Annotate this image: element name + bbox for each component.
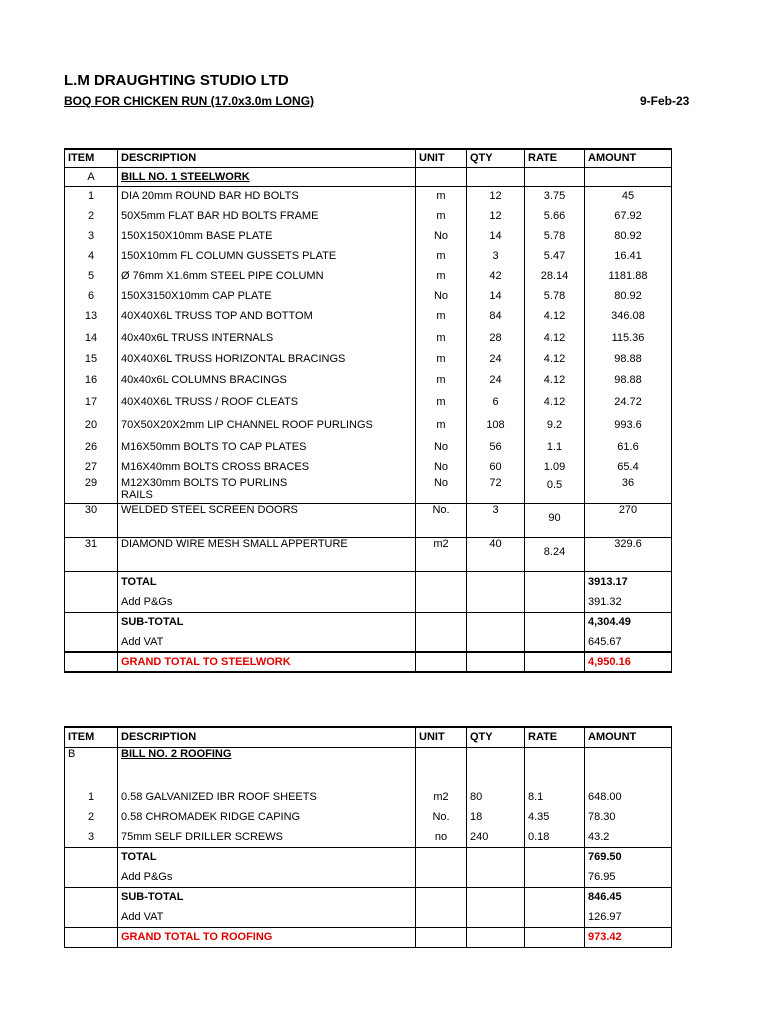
unit-cell: m xyxy=(416,306,467,326)
qty-cell: 56 xyxy=(467,437,525,457)
bill-title: BILL NO. 1 STEELWORK xyxy=(118,167,416,186)
pgs-label: Add P&Gs xyxy=(118,867,416,887)
description-text-line2: RAILS xyxy=(121,489,153,501)
item-cell: 14 xyxy=(65,326,118,350)
header-description: DESCRIPTION xyxy=(118,149,416,167)
total-row xyxy=(65,847,672,867)
rate-cell: 28.14 xyxy=(525,266,585,286)
steelwork-table xyxy=(64,148,672,673)
table-row xyxy=(65,186,672,206)
item-cell: 13 xyxy=(65,306,118,326)
grand-total-row xyxy=(65,927,672,947)
item-cell: 29 xyxy=(65,477,118,503)
amount-cell: 65.4 xyxy=(585,457,672,477)
qty-cell: 240 xyxy=(467,827,525,847)
amount-cell: 270 xyxy=(585,503,672,537)
amount-cell: 24.72 xyxy=(585,392,672,412)
table-row xyxy=(65,827,672,847)
rate-cell: 3.75 xyxy=(525,186,585,206)
bill-title-row xyxy=(65,167,672,186)
vat-value: 645.67 xyxy=(585,632,672,652)
table-row xyxy=(65,477,672,503)
table-row xyxy=(65,807,672,827)
pgs-label: Add P&Gs xyxy=(118,592,416,612)
item-cell: 15 xyxy=(65,350,118,367)
item-cell: 4 xyxy=(65,246,118,266)
table-row xyxy=(65,266,672,286)
item-cell: 16 xyxy=(65,367,118,392)
table-row xyxy=(65,350,672,367)
roofing-table xyxy=(64,726,672,948)
vat-label: Add VAT xyxy=(118,907,416,927)
unit-cell: m xyxy=(416,326,467,350)
unit-cell: m xyxy=(416,186,467,206)
item-cell: 6 xyxy=(65,286,118,306)
description-text: 50X5mm FLAT BAR HD BOLTS FRAME xyxy=(121,210,319,222)
rate-cell: 90 xyxy=(525,503,585,537)
amount-cell: 67.92 xyxy=(585,206,672,226)
table-row xyxy=(65,306,672,326)
rate-cell: 5.78 xyxy=(525,286,585,306)
table-row xyxy=(65,503,672,537)
total-row xyxy=(65,571,672,592)
qty-cell: 72 xyxy=(467,477,525,503)
unit-cell: No xyxy=(416,457,467,477)
subtotal-value: 4,304.49 xyxy=(585,612,672,632)
rate-cell: 4.12 xyxy=(525,326,585,350)
description-cell: 0.58 GALVANIZED IBR ROOF SHEETS xyxy=(118,787,416,807)
rate-cell: 4.12 xyxy=(525,306,585,326)
header-item: ITEM xyxy=(65,727,118,747)
amount-cell: 61.6 xyxy=(585,437,672,457)
rate-cell: 1.09 xyxy=(525,457,585,477)
description-cell: 0.58 CHROMADEK RIDGE CAPING xyxy=(118,807,416,827)
subtotal-value: 846.45 xyxy=(585,887,672,907)
bill-title-row xyxy=(65,747,672,787)
item-cell: 1 xyxy=(65,186,118,206)
amount-cell: 45 xyxy=(585,186,672,206)
item-cell: 5 xyxy=(65,266,118,286)
bill-code: A xyxy=(65,167,118,186)
unit-cell: m xyxy=(416,350,467,367)
table-row xyxy=(65,286,672,306)
bill-title: BILL NO. 2 ROOFING xyxy=(118,747,416,787)
total-label: TOTAL xyxy=(118,571,416,592)
pgs-value: 76.95 xyxy=(585,867,672,887)
unit-cell: m xyxy=(416,266,467,286)
rate-cell: 8.1 xyxy=(525,787,585,807)
table-row xyxy=(65,457,672,477)
vat-row xyxy=(65,632,672,652)
table-row xyxy=(65,537,672,571)
qty-cell: 3 xyxy=(467,246,525,266)
description-text: DIAMOND WIRE MESH SMALL APPERTURE xyxy=(121,537,348,550)
amount-cell: 80.92 xyxy=(585,226,672,246)
qty-cell: 3 xyxy=(467,503,525,537)
amount-cell: 98.88 xyxy=(585,350,672,367)
item-cell: 3 xyxy=(65,827,118,847)
amount-cell: 98.88 xyxy=(585,367,672,392)
pgs-row xyxy=(65,867,672,887)
qty-cell: 12 xyxy=(467,206,525,226)
total-value: 769.50 xyxy=(585,847,672,867)
description-text: Ø 76mm X1.6mm STEEL PIPE COLUMN xyxy=(121,270,324,282)
qty-cell: 24 xyxy=(467,367,525,392)
description-text: 40x40x6L TRUSS INTERNALS xyxy=(121,332,274,344)
vat-label: Add VAT xyxy=(118,632,416,652)
qty-cell: 14 xyxy=(467,286,525,306)
subtotal-label: SUB-TOTAL xyxy=(118,612,416,632)
header-rate: RATE xyxy=(525,727,585,747)
rate-cell: 5.78 xyxy=(525,226,585,246)
amount-cell: 115.36 xyxy=(585,326,672,350)
unit-cell: m xyxy=(416,392,467,412)
description-cell xyxy=(118,226,416,246)
subtotal-label: SUB-TOTAL xyxy=(118,887,416,907)
document-subtitle: BOQ FOR CHICKEN RUN (17.0x3.0m LONG) xyxy=(64,94,315,108)
unit-cell: m xyxy=(416,412,467,437)
description-text: M12X30mm BOLTS TO PURLINS xyxy=(121,477,288,489)
unit-cell: m2 xyxy=(416,537,467,571)
qty-cell: 24 xyxy=(467,350,525,367)
description-cell xyxy=(118,392,416,412)
rate-cell: 9.2 xyxy=(525,412,585,437)
vat-value: 126.97 xyxy=(585,907,672,927)
unit-cell: No xyxy=(416,437,467,457)
table-row xyxy=(65,412,672,437)
description-cell xyxy=(118,537,416,571)
grand-total-row xyxy=(65,652,672,672)
qty-cell: 40 xyxy=(467,537,525,571)
rate-cell: 8.24 xyxy=(525,537,585,571)
description-text: 150X10mm FL COLUMN GUSSETS PLATE xyxy=(121,250,337,262)
item-cell: 2 xyxy=(65,206,118,226)
rate-cell: 4.12 xyxy=(525,392,585,412)
description-cell xyxy=(118,457,416,477)
unit-cell: No xyxy=(416,226,467,246)
description-text: 150X3150X10mm CAP PLATE xyxy=(121,290,272,302)
vat-row xyxy=(65,907,672,927)
description-cell xyxy=(118,306,416,326)
description-text: 40x40x6L COLUMNS BRACINGS xyxy=(121,373,287,386)
grand-total-value: 973.42 xyxy=(585,927,672,947)
table-row xyxy=(65,392,672,412)
description-cell xyxy=(118,266,416,286)
description-text: 40X40X6L TRUSS HORIZONTAL BRACINGS xyxy=(121,352,346,365)
amount-cell: 648.00 xyxy=(585,787,672,807)
amount-cell: 36 xyxy=(585,477,672,503)
header-rate: RATE xyxy=(525,149,585,167)
rate-cell: 4.12 xyxy=(525,350,585,367)
item-cell: 17 xyxy=(65,392,118,412)
qty-cell: 12 xyxy=(467,186,525,206)
table-row xyxy=(65,367,672,392)
amount-cell: 80.92 xyxy=(585,286,672,306)
table-row xyxy=(65,437,672,457)
subtotal-row xyxy=(65,887,672,907)
description-text: M16X40mm BOLTS CROSS BRACES xyxy=(121,461,310,473)
table-header-row xyxy=(65,727,672,747)
subtotal-row xyxy=(65,612,672,632)
pgs-row xyxy=(65,592,672,612)
description-cell xyxy=(118,350,416,367)
total-value: 3913.17 xyxy=(585,571,672,592)
amount-cell: 329.6 xyxy=(585,537,672,571)
table-row xyxy=(65,326,672,350)
table-row xyxy=(65,206,672,226)
amount-cell: 993.6 xyxy=(585,412,672,437)
rate-cell: 0.5 xyxy=(525,477,585,503)
rate-cell: 4.35 xyxy=(525,807,585,827)
description-cell: 75mm SELF DRILLER SCREWS xyxy=(118,827,416,847)
unit-cell: No. xyxy=(416,807,467,827)
qty-cell: 28 xyxy=(467,326,525,350)
amount-cell: 1181.88 xyxy=(585,266,672,286)
company-name: L.M DRAUGHTING STUDIO LTD xyxy=(64,72,289,89)
description-cell xyxy=(118,477,416,503)
description-cell xyxy=(118,186,416,206)
unit-cell: No xyxy=(416,477,467,503)
grand-total-label: GRAND TOTAL TO ROOFING xyxy=(118,927,416,947)
total-label: TOTAL xyxy=(118,847,416,867)
document-date: 9-Feb-23 xyxy=(640,94,690,108)
description-cell xyxy=(118,326,416,350)
item-cell: 26 xyxy=(65,437,118,457)
description-cell xyxy=(118,206,416,226)
rate-cell: 5.66 xyxy=(525,206,585,226)
description-text: M16X50mm BOLTS TO CAP PLATES xyxy=(121,441,307,453)
description-cell xyxy=(118,503,416,537)
qty-cell: 60 xyxy=(467,457,525,477)
item-cell: 27 xyxy=(65,457,118,477)
item-cell: 31 xyxy=(65,537,118,571)
description-text: 40X40X6L TRUSS / ROOF CLEATS xyxy=(121,396,299,408)
unit-cell: m xyxy=(416,206,467,226)
qty-cell: 14 xyxy=(467,226,525,246)
rate-cell: 1.1 xyxy=(525,437,585,457)
description-cell xyxy=(118,286,416,306)
grand-total-label: GRAND TOTAL TO STEELWORK xyxy=(118,652,416,672)
steelwork-items xyxy=(65,186,672,571)
grand-total-value: 4,950.16 xyxy=(585,652,672,672)
header-amount: AMOUNT xyxy=(585,727,672,747)
qty-cell: 108 xyxy=(467,412,525,437)
header-qty: QTY xyxy=(467,727,525,747)
description-text: 150X150X10mm BASE PLATE xyxy=(121,230,273,242)
table-header-row xyxy=(65,149,672,167)
table-row xyxy=(65,246,672,266)
rate-cell: 4.12 xyxy=(525,367,585,392)
unit-cell: no xyxy=(416,827,467,847)
item-cell: 20 xyxy=(65,412,118,437)
qty-cell: 42 xyxy=(467,266,525,286)
amount-cell: 43.2 xyxy=(585,827,672,847)
header-qty: QTY xyxy=(467,149,525,167)
qty-cell: 80 xyxy=(467,787,525,807)
item-cell: 30 xyxy=(65,503,118,537)
unit-cell: No xyxy=(416,286,467,306)
description-cell xyxy=(118,437,416,457)
header-item: ITEM xyxy=(65,149,118,167)
description-text: 70X50X20X2mm LIP CHANNEL ROOF PURLINGS xyxy=(121,418,373,431)
amount-cell: 346.08 xyxy=(585,306,672,326)
qty-cell: 6 xyxy=(467,392,525,412)
table-row xyxy=(65,787,672,807)
header-unit: UNIT xyxy=(416,727,467,747)
qty-cell: 18 xyxy=(467,807,525,827)
unit-cell: No. xyxy=(416,503,467,537)
description-cell xyxy=(118,367,416,392)
unit-cell: m xyxy=(416,367,467,392)
description-text: DIA 20mm ROUND BAR HD BOLTS xyxy=(121,190,299,203)
item-cell: 3 xyxy=(65,226,118,246)
description-cell xyxy=(118,246,416,266)
qty-cell: 84 xyxy=(467,306,525,326)
rate-cell: 0.18 xyxy=(525,827,585,847)
description-cell xyxy=(118,412,416,437)
pgs-value: 391.32 xyxy=(585,592,672,612)
roofing-items xyxy=(65,787,672,847)
rate-cell: 5.47 xyxy=(525,246,585,266)
amount-cell: 16.41 xyxy=(585,246,672,266)
item-cell: 2 xyxy=(65,807,118,827)
unit-cell: m2 xyxy=(416,787,467,807)
item-cell: 1 xyxy=(65,787,118,807)
header-description: DESCRIPTION xyxy=(118,727,416,747)
header-amount: AMOUNT xyxy=(585,149,672,167)
amount-cell: 78.30 xyxy=(585,807,672,827)
description-text: 40X40X6L TRUSS TOP AND BOTTOM xyxy=(121,310,313,322)
table-row xyxy=(65,226,672,246)
bill-code: B xyxy=(65,747,118,787)
unit-cell: m xyxy=(416,246,467,266)
description-text: WELDED STEEL SCREEN DOORS xyxy=(121,503,298,516)
header-unit: UNIT xyxy=(416,149,467,167)
